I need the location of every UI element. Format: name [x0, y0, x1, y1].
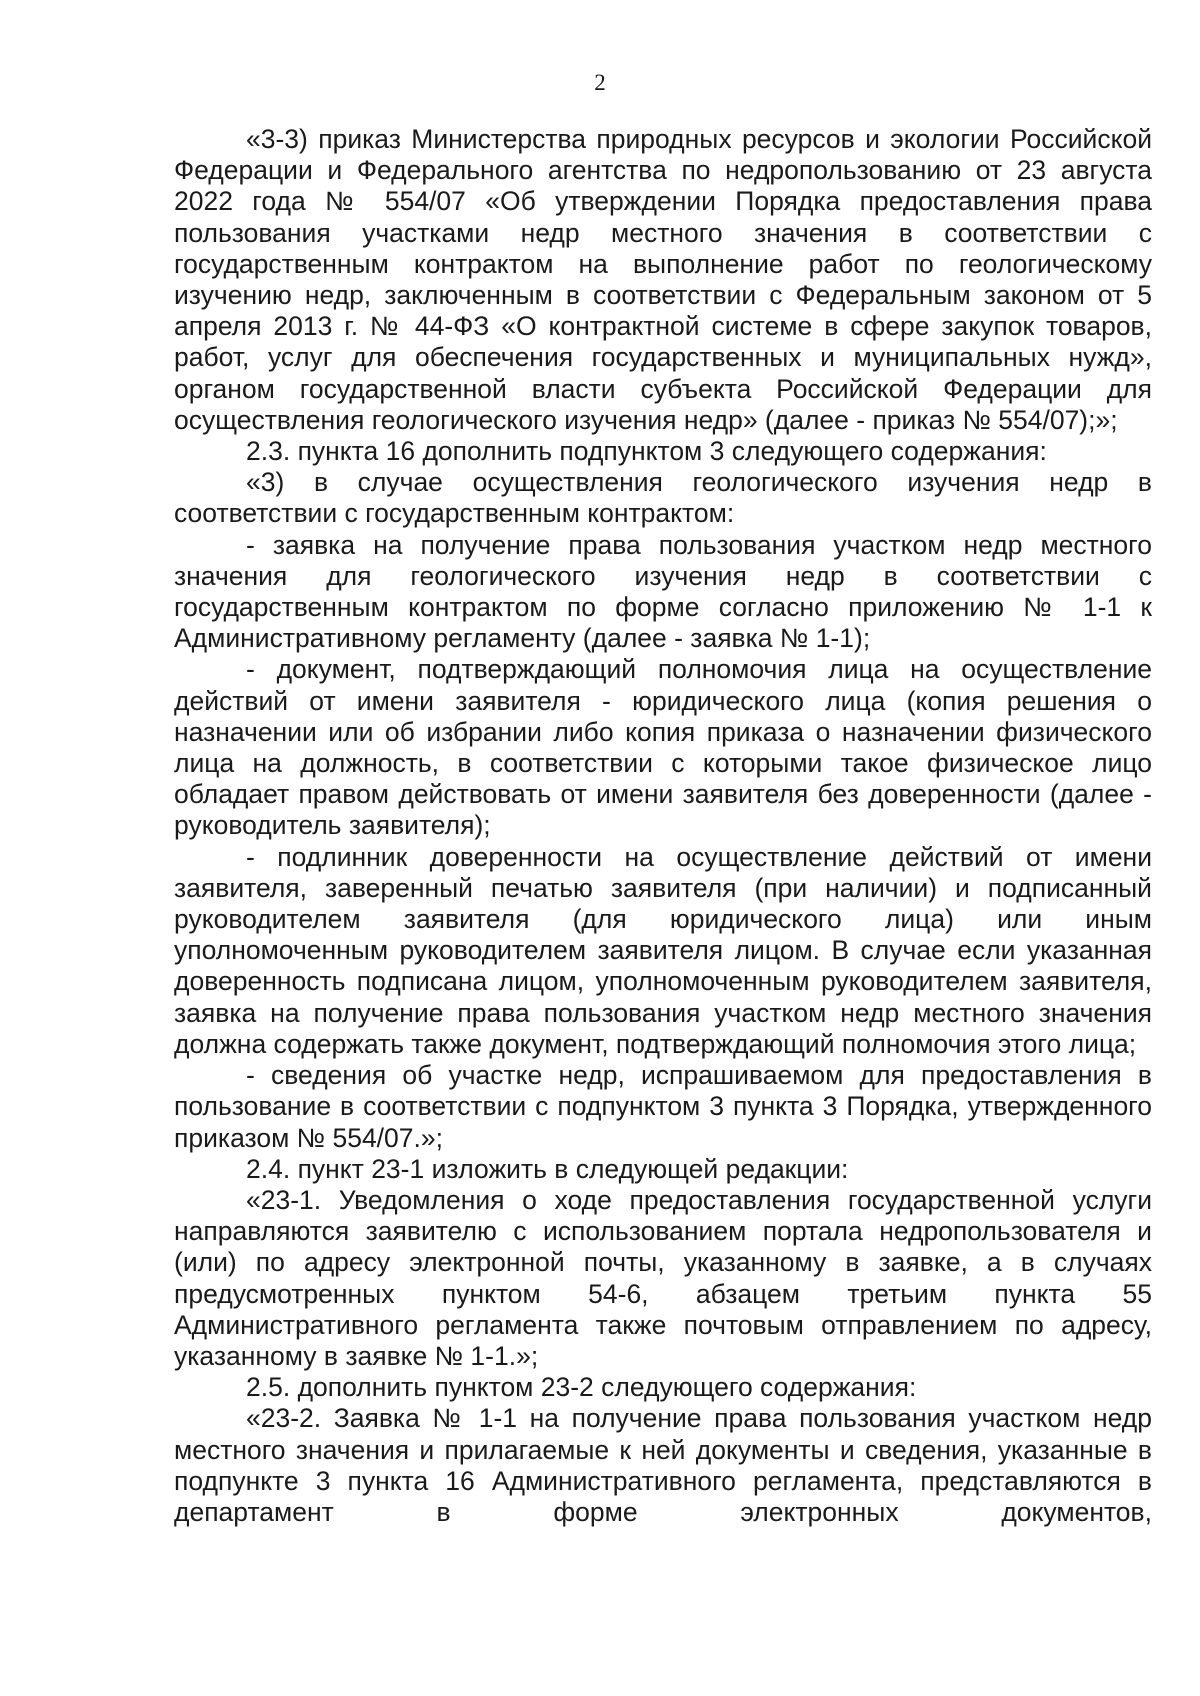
paragraph-subsoil-info: - сведения об участке недр, испрашиваемом для предоставления в пользование в соответствии с подпунктом 3 пункта 3 Порядка, утвержденного приказом № 554/07.»; — [174, 1060, 1152, 1153]
paragraph-power-of-attorney: - подлинник доверенности на осуществление действий от имени заявителя, заверенный печатью заявителя (при наличии) и подписанный руководителем заявителя (для юридического лица) или иным уполномоченным руководителем заявителя лицом. В случае если указанная доверенность подписана лицом, уполномоченным руководителем заявителя, заявка на получение права пользования участком недр местного значения должна содержать также документ, подтверждающий полномочия этого лица; — [174, 841, 1152, 1059]
page-number: 2 — [594, 70, 606, 95]
document-body — [174, 124, 1152, 1528]
paragraph-authority-document: - документ, подтверждающий полномочия лица на осуществление действий от имени заявителя - юридического лица (копия решения о назначении или об избрании либо копия приказа о назначении физического лица на должность, в соответствии с которыми такое физическое лицо обладает правом действовать от имени заявителя без доверенности (далее - руководитель заявителя); — [174, 654, 1152, 841]
paragraph-23-2: «23-2. Заявка № 1-1 на получение права пользования участком недр местного значения и прилагаемые к ней документы и сведения, указанные в подпункте 3 пункта 16 Административного регламента, представляются в департамент в форме электронных документов, — [174, 1403, 1152, 1527]
paragraph-2-4: 2.4. пункт 23-1 изложить в следующей редакции: — [246, 1153, 849, 1184]
paragraph-2-5: 2.5. дополнить пунктом 23-2 следующего содержания: — [246, 1372, 917, 1403]
paragraph-3-3-order: «3-3) приказ Министерства природных ресурсов и экологии Российской Федерации и Федерального агентства по недропользованию от 23 августа 2022 года № 554/07 «Об утверждении Порядка предоставления права пользования участками недр местного значения в соответствии с государственным контрактом на выполнение работ по геологическому изучению недр, заключенным в соответствии с Федеральным законом от 5 апреля 2013 г. № 44-ФЗ «О контрактной системе в сфере закупок товаров, работ, услуг для обеспечения государственных и муниципальных нужд», органом государственной власти субъекта Российской Федерации для осуществления геологического изучения недр» (далее - приказ № 554/07);»; — [174, 124, 1152, 435]
paragraph-subitem-3: «3) в случае осуществления геологического изучения недр в соответствии с государственным контрактом: — [174, 467, 1152, 529]
paragraph-application-1-1: - заявка на получение права пользования участком недр местного значения для геологического изучения недр в соответствии с государственным контрактом по форме согласно приложению № 1-1 к Административному регламенту (далее - заявка № 1-1); — [174, 529, 1152, 654]
paragraph-23-1: «23-1. Уведомления о ходе предоставления государственной услуги направляются заявителю с использованием портала недропользователя и (или) по адресу электронной почты, указанному в заявке, а в случаях предусмотренных пунктом 54-6, абзацем третьим пункта 55 Административного регламента также почтовым отправлением по адресу, указанному в заявке № 1-1.»; — [174, 1184, 1152, 1371]
paragraph-2-3: 2.3. пункта 16 дополнить подпунктом 3 следующего содержания: — [246, 436, 1047, 467]
